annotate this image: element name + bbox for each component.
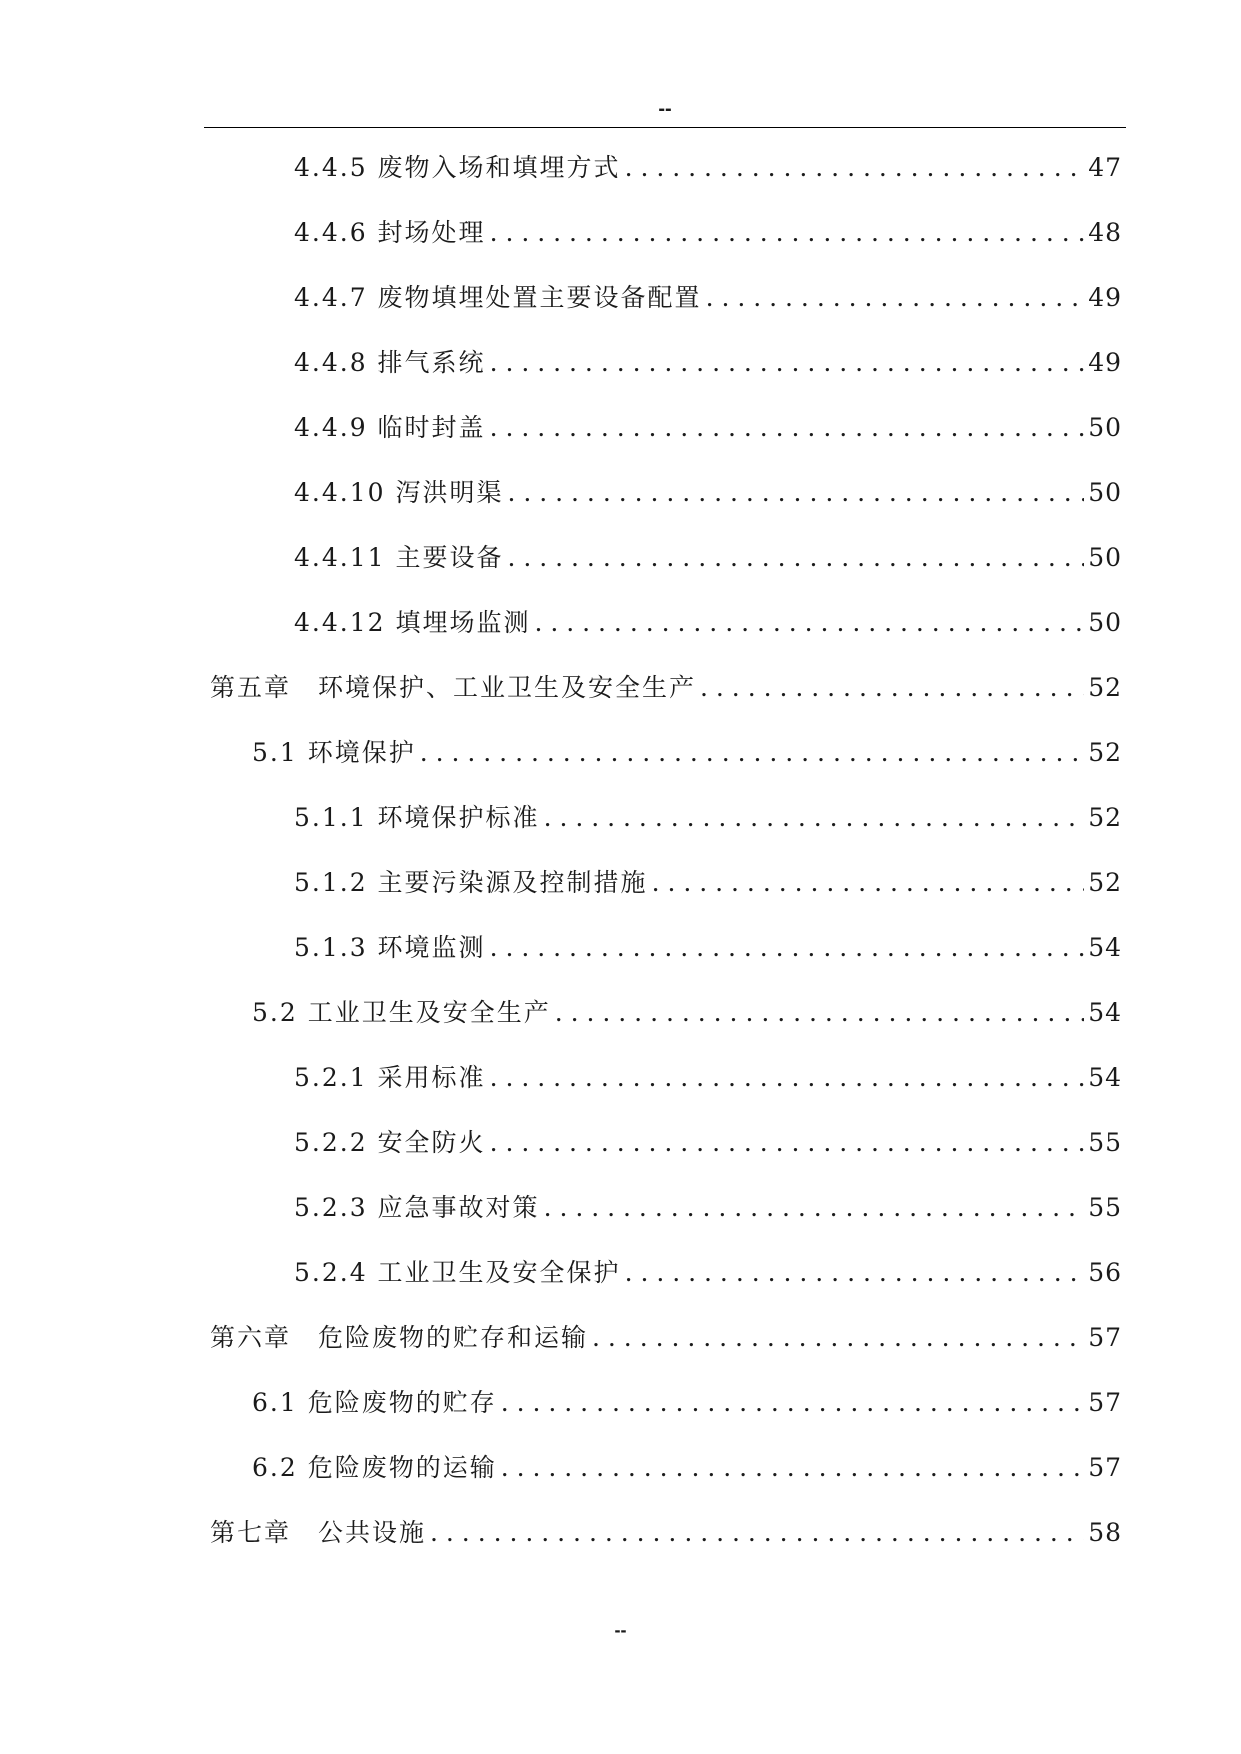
toc-dot-leader xyxy=(490,1123,1085,1163)
toc-entry-page: 50 xyxy=(1088,413,1122,442)
toc-entry-page: 54 xyxy=(1088,1063,1122,1092)
toc-entry[interactable] xyxy=(294,213,1122,253)
toc-entry-page: 54 xyxy=(1088,933,1122,962)
toc-dot-leader xyxy=(490,343,1085,383)
toc-entry-title: 4.4.9 临时封盖 xyxy=(294,413,486,442)
toc-entry-section[interactable] xyxy=(252,733,1122,773)
toc-entry[interactable] xyxy=(294,1188,1122,1228)
toc-entry-chapter[interactable] xyxy=(210,668,1122,708)
toc-entry-page: 49 xyxy=(1088,348,1122,377)
toc-entry-title: 6.1 危险废物的贮存 xyxy=(252,1388,497,1417)
toc-entry-chapter[interactable] xyxy=(210,1318,1122,1358)
toc-dot-leader xyxy=(555,993,1084,1033)
toc-entry-page: 52 xyxy=(1088,673,1122,702)
toc-entry-title: 4.4.12 填埋场监测 xyxy=(294,608,531,637)
toc-entry-section[interactable] xyxy=(252,993,1122,1033)
toc-dot-leader xyxy=(490,213,1085,253)
toc-entry-title: 5.2.4 工业卫生及安全保护 xyxy=(294,1258,621,1287)
toc-entry[interactable] xyxy=(294,928,1122,968)
toc-entry-section[interactable] xyxy=(252,1383,1122,1423)
toc-dot-leader xyxy=(544,798,1085,838)
toc-entry[interactable] xyxy=(294,798,1122,838)
toc-entry-title: 4.4.11 主要设备 xyxy=(294,543,504,572)
toc-entry-page: 55 xyxy=(1088,1128,1122,1157)
toc-entry[interactable] xyxy=(294,148,1122,188)
toc-entry-title: 4.4.7 废物填埋处置主要设备配置 xyxy=(294,283,702,312)
toc-entry-title: 5.1.3 环境监测 xyxy=(294,933,486,962)
toc-entry-page: 57 xyxy=(1088,1453,1122,1482)
toc-entry-page: 50 xyxy=(1088,478,1122,507)
toc-dot-leader xyxy=(592,1318,1084,1358)
toc-entry-title: 5.1 环境保护 xyxy=(252,738,416,767)
toc-entry-title: 5.2.2 安全防火 xyxy=(294,1128,486,1157)
toc-entry-chapter[interactable] xyxy=(210,1513,1122,1553)
toc-entry-page: 52 xyxy=(1088,868,1122,897)
toc-entry-page: 52 xyxy=(1088,738,1122,767)
page-header xyxy=(204,92,1126,128)
toc-dot-leader xyxy=(652,863,1085,903)
toc-entry[interactable] xyxy=(294,538,1122,578)
toc-entry-title: 第六章 危险废物的贮存和运输 xyxy=(210,1323,589,1352)
toc-entry[interactable] xyxy=(294,1123,1122,1163)
toc-dot-leader xyxy=(700,668,1084,708)
toc-entry-title: 4.4.5 废物入场和填埋方式 xyxy=(294,153,621,182)
toc-entry-title: 5.2 工业卫生及安全生产 xyxy=(252,998,551,1027)
toc-entry[interactable] xyxy=(294,278,1122,318)
toc-dot-leader xyxy=(507,473,1084,513)
toc-entry[interactable] xyxy=(294,343,1122,383)
toc-entry-title: 5.1.2 主要污染源及控制措施 xyxy=(294,868,648,897)
toc-entry-title: 5.2.1 采用标准 xyxy=(294,1063,486,1092)
toc-entry-title: 5.2.3 应急事故对策 xyxy=(294,1193,540,1222)
toc-entry[interactable] xyxy=(294,473,1122,513)
toc-dot-leader xyxy=(507,538,1084,578)
toc-dot-leader xyxy=(490,928,1085,968)
toc-entry-section[interactable] xyxy=(252,1448,1122,1488)
toc-entry[interactable] xyxy=(294,408,1122,448)
toc-entry-title: 6.2 危险废物的运输 xyxy=(252,1453,497,1482)
toc-dot-leader xyxy=(420,733,1084,773)
toc-entry-page: 50 xyxy=(1088,543,1122,572)
toc-dot-leader xyxy=(490,1058,1085,1098)
header-mark: -- xyxy=(658,98,672,120)
toc-dot-leader xyxy=(625,148,1085,188)
toc-dot-leader xyxy=(430,1513,1084,1553)
toc-entry[interactable] xyxy=(294,1058,1122,1098)
toc-entry-title: 第七章 公共设施 xyxy=(210,1518,427,1547)
toc-entry-title: 4.4.6 封场处理 xyxy=(294,218,486,247)
toc-entry-page: 55 xyxy=(1088,1193,1122,1222)
toc-dot-leader xyxy=(501,1448,1084,1488)
toc-entry-page: 56 xyxy=(1088,1258,1122,1287)
toc-entry-title: 4.4.8 排气系统 xyxy=(294,348,486,377)
toc-entry[interactable] xyxy=(294,863,1122,903)
toc-entry-page: 47 xyxy=(1088,153,1122,182)
toc-dot-leader xyxy=(501,1383,1084,1423)
toc-dot-leader xyxy=(625,1253,1085,1293)
toc-entry-title: 4.4.10 泻洪明渠 xyxy=(294,478,504,507)
toc-dot-leader xyxy=(544,1188,1085,1228)
toc-entry-page: 54 xyxy=(1088,998,1122,1027)
toc-entry[interactable] xyxy=(294,1253,1122,1293)
toc-entry-page: 48 xyxy=(1088,218,1122,247)
page-footer: -- xyxy=(614,1620,627,1640)
toc-entry-page: 50 xyxy=(1088,608,1122,637)
toc-entry-page: 58 xyxy=(1088,1518,1122,1547)
toc-entry-title: 第五章 环境保护、工业卫生及安全生产 xyxy=(210,673,697,702)
toc-entry-page: 52 xyxy=(1088,803,1122,832)
toc-entry[interactable] xyxy=(294,603,1122,643)
toc-entry-page: 57 xyxy=(1088,1323,1122,1352)
toc-dot-leader xyxy=(490,408,1085,448)
toc-dot-leader xyxy=(706,278,1085,318)
toc-entry-title: 5.1.1 环境保护标准 xyxy=(294,803,540,832)
toc-entry-page: 49 xyxy=(1088,283,1122,312)
toc-dot-leader xyxy=(534,603,1084,643)
toc-entry-page: 57 xyxy=(1088,1388,1122,1417)
